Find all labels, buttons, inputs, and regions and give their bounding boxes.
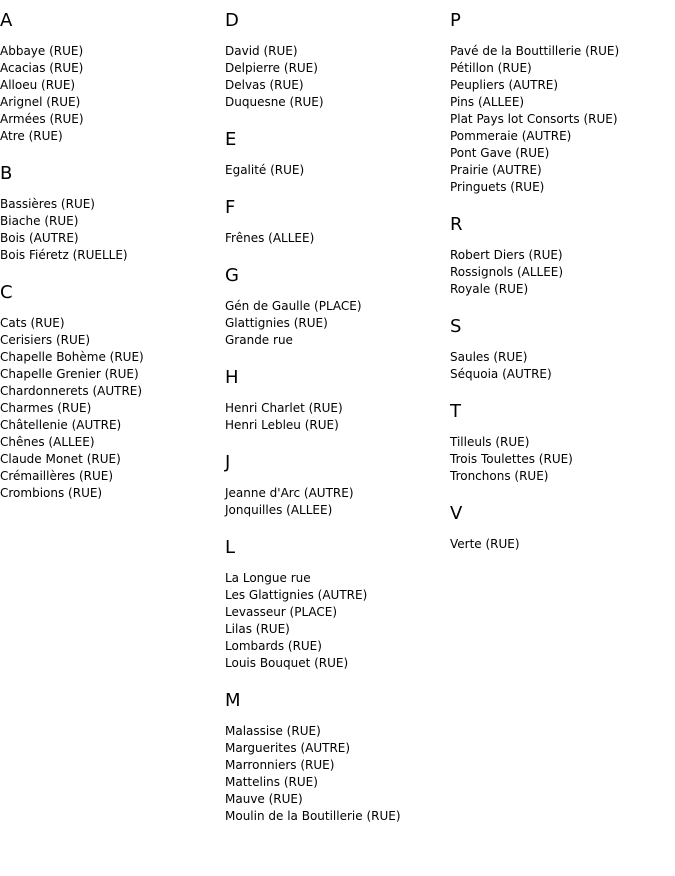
letter-heading: P bbox=[450, 10, 461, 31]
letter-heading: R bbox=[450, 214, 463, 235]
street-link[interactable]: Abbaye (RUE) bbox=[0, 44, 84, 58]
street-link[interactable]: David (RUE) bbox=[225, 44, 298, 58]
letter-heading: C bbox=[0, 282, 13, 303]
street-link[interactable]: Atre (RUE) bbox=[0, 129, 63, 143]
street-link[interactable]: Delvas (RUE) bbox=[225, 78, 304, 92]
street-link[interactable]: Rossignols (ALLEE) bbox=[450, 265, 564, 279]
street-list bbox=[0, 315, 225, 502]
letter-group bbox=[225, 367, 450, 434]
street-link[interactable]: Cerisiers (RUE) bbox=[0, 333, 91, 347]
street-link[interactable]: Lilas (RUE) bbox=[225, 622, 290, 636]
letter-heading: V bbox=[450, 503, 463, 524]
index-column-1 bbox=[0, 10, 225, 520]
street-list bbox=[225, 570, 450, 672]
street-list bbox=[225, 723, 450, 825]
street-link[interactable]: Verte (RUE) bbox=[450, 537, 520, 551]
street-link[interactable]: Bois (AUTRE) bbox=[0, 231, 79, 245]
street-link[interactable]: Mauve (RUE) bbox=[225, 792, 303, 806]
letter-group bbox=[225, 690, 450, 825]
street-link[interactable]: Pétillon (RUE) bbox=[450, 61, 532, 75]
street-link[interactable]: Chardonnerets (AUTRE) bbox=[0, 384, 143, 398]
letter-group bbox=[225, 129, 450, 179]
street-list bbox=[450, 247, 675, 298]
letter-group bbox=[225, 537, 450, 672]
letter-group bbox=[450, 503, 675, 553]
letter-group bbox=[0, 282, 225, 502]
street-list bbox=[0, 43, 225, 145]
street-list bbox=[225, 43, 450, 111]
street-list bbox=[225, 162, 450, 179]
index-column-2 bbox=[225, 10, 450, 843]
letter-group bbox=[225, 10, 450, 111]
street-link[interactable]: Les Glattignies (AUTRE) bbox=[225, 588, 368, 602]
street-link[interactable]: Henri Charlet (RUE) bbox=[225, 401, 343, 415]
street-link[interactable]: Chênes (ALLEE) bbox=[0, 435, 95, 449]
letter-heading: H bbox=[225, 367, 239, 388]
street-link[interactable]: Egalité (RUE) bbox=[225, 163, 305, 177]
street-link[interactable]: Pont Gave (RUE) bbox=[450, 146, 550, 160]
street-link[interactable]: Tilleuls (RUE) bbox=[450, 435, 530, 449]
street-list bbox=[450, 43, 675, 196]
street-link[interactable]: Séquoia (AUTRE) bbox=[450, 367, 552, 381]
street-link[interactable]: Royale (RUE) bbox=[450, 282, 529, 296]
street-link[interactable]: Gén de Gaulle (PLACE) bbox=[225, 299, 362, 313]
street-link[interactable]: Lombards (RUE) bbox=[225, 639, 322, 653]
letter-group bbox=[225, 197, 450, 247]
street-link[interactable]: Acacias (RUE) bbox=[0, 61, 84, 75]
street-link[interactable]: Marguerites (AUTRE) bbox=[225, 741, 351, 755]
street-link[interactable]: Henri Lebleu (RUE) bbox=[225, 418, 339, 432]
street-link[interactable]: Tronchons (RUE) bbox=[450, 469, 549, 483]
street-link[interactable]: Grande rue bbox=[225, 333, 293, 347]
letter-heading: F bbox=[225, 197, 236, 218]
index-column-3 bbox=[450, 10, 675, 571]
street-link[interactable]: Biache (RUE) bbox=[0, 214, 79, 228]
street-link[interactable]: Crombions (RUE) bbox=[0, 486, 103, 500]
letter-group bbox=[225, 265, 450, 349]
street-link[interactable]: Saules (RUE) bbox=[450, 350, 528, 364]
street-list bbox=[0, 196, 225, 264]
street-link[interactable]: Trois Toulettes (RUE) bbox=[450, 452, 573, 466]
letter-heading: M bbox=[225, 690, 241, 711]
street-link[interactable]: Charmes (RUE) bbox=[0, 401, 92, 415]
letter-group bbox=[450, 316, 675, 383]
street-link[interactable]: Malassise (RUE) bbox=[225, 724, 321, 738]
street-list bbox=[225, 485, 450, 519]
street-link[interactable]: Duquesne (RUE) bbox=[225, 95, 324, 109]
street-link[interactable]: Frênes (ALLEE) bbox=[225, 231, 315, 245]
letter-heading: B bbox=[0, 163, 13, 184]
letter-group bbox=[225, 452, 450, 519]
letter-heading: S bbox=[450, 316, 462, 337]
letter-heading: L bbox=[225, 537, 236, 558]
street-link[interactable]: Pavé de la Bouttillerie (RUE) bbox=[450, 44, 620, 58]
letter-group bbox=[450, 10, 675, 196]
street-link[interactable]: Chapelle Grenier (RUE) bbox=[0, 367, 139, 381]
street-link[interactable]: Prairie (AUTRE) bbox=[450, 163, 542, 177]
street-link[interactable]: Delpierre (RUE) bbox=[225, 61, 318, 75]
street-link[interactable]: Crémaillères (RUE) bbox=[0, 469, 114, 483]
street-link[interactable]: Claude Monet (RUE) bbox=[0, 452, 121, 466]
street-link[interactable]: Glattignies (RUE) bbox=[225, 316, 328, 330]
street-link[interactable]: Bassières (RUE) bbox=[0, 197, 95, 211]
street-link[interactable]: Bois Fiéretz (RUELLE) bbox=[0, 248, 128, 262]
street-link[interactable]: Pringuets (RUE) bbox=[450, 180, 545, 194]
letter-heading: J bbox=[225, 452, 231, 473]
street-link[interactable]: Arignel (RUE) bbox=[0, 95, 81, 109]
street-link[interactable]: Louis Bouquet (RUE) bbox=[225, 656, 349, 670]
street-link[interactable]: Alloeu (RUE) bbox=[0, 78, 76, 92]
street-list bbox=[450, 349, 675, 383]
street-link[interactable]: Robert Diers (RUE) bbox=[450, 248, 563, 262]
street-link[interactable]: Chapelle Bohème (RUE) bbox=[0, 350, 144, 364]
street-link[interactable]: Pins (ALLEE) bbox=[450, 95, 525, 109]
street-link[interactable]: Mattelins (RUE) bbox=[225, 775, 318, 789]
street-link[interactable]: Pommeraie (AUTRE) bbox=[450, 129, 572, 143]
letter-group bbox=[450, 401, 675, 485]
street-link[interactable]: Armées (RUE) bbox=[0, 112, 84, 126]
street-link[interactable]: Plat Pays lot Consorts (RUE) bbox=[450, 112, 618, 126]
street-link[interactable]: Moulin de la Boutillerie (RUE) bbox=[225, 809, 401, 823]
street-list bbox=[450, 536, 675, 553]
letter-group bbox=[450, 214, 675, 298]
street-list bbox=[225, 298, 450, 349]
letter-heading: E bbox=[225, 129, 237, 150]
street-link[interactable]: Cats (RUE) bbox=[0, 316, 65, 330]
letter-heading: T bbox=[450, 401, 461, 422]
street-link[interactable]: Levasseur (PLACE) bbox=[225, 605, 338, 619]
street-link[interactable]: Peupliers (AUTRE) bbox=[450, 78, 559, 92]
letter-heading: A bbox=[0, 10, 13, 31]
street-list bbox=[225, 400, 450, 434]
street-list bbox=[450, 434, 675, 485]
street-link[interactable]: La Longue rue bbox=[225, 571, 311, 585]
letter-group bbox=[0, 163, 225, 264]
street-link[interactable]: Châtellenie (AUTRE) bbox=[0, 418, 122, 432]
street-link[interactable]: Jeanne d'Arc (AUTRE) bbox=[225, 486, 354, 500]
letter-heading: D bbox=[225, 10, 239, 31]
letter-heading: G bbox=[225, 265, 239, 286]
street-list bbox=[225, 230, 450, 247]
street-link[interactable]: Jonquilles (ALLEE) bbox=[225, 503, 333, 517]
street-link[interactable]: Marronniers (RUE) bbox=[225, 758, 335, 772]
letter-group bbox=[0, 10, 225, 145]
